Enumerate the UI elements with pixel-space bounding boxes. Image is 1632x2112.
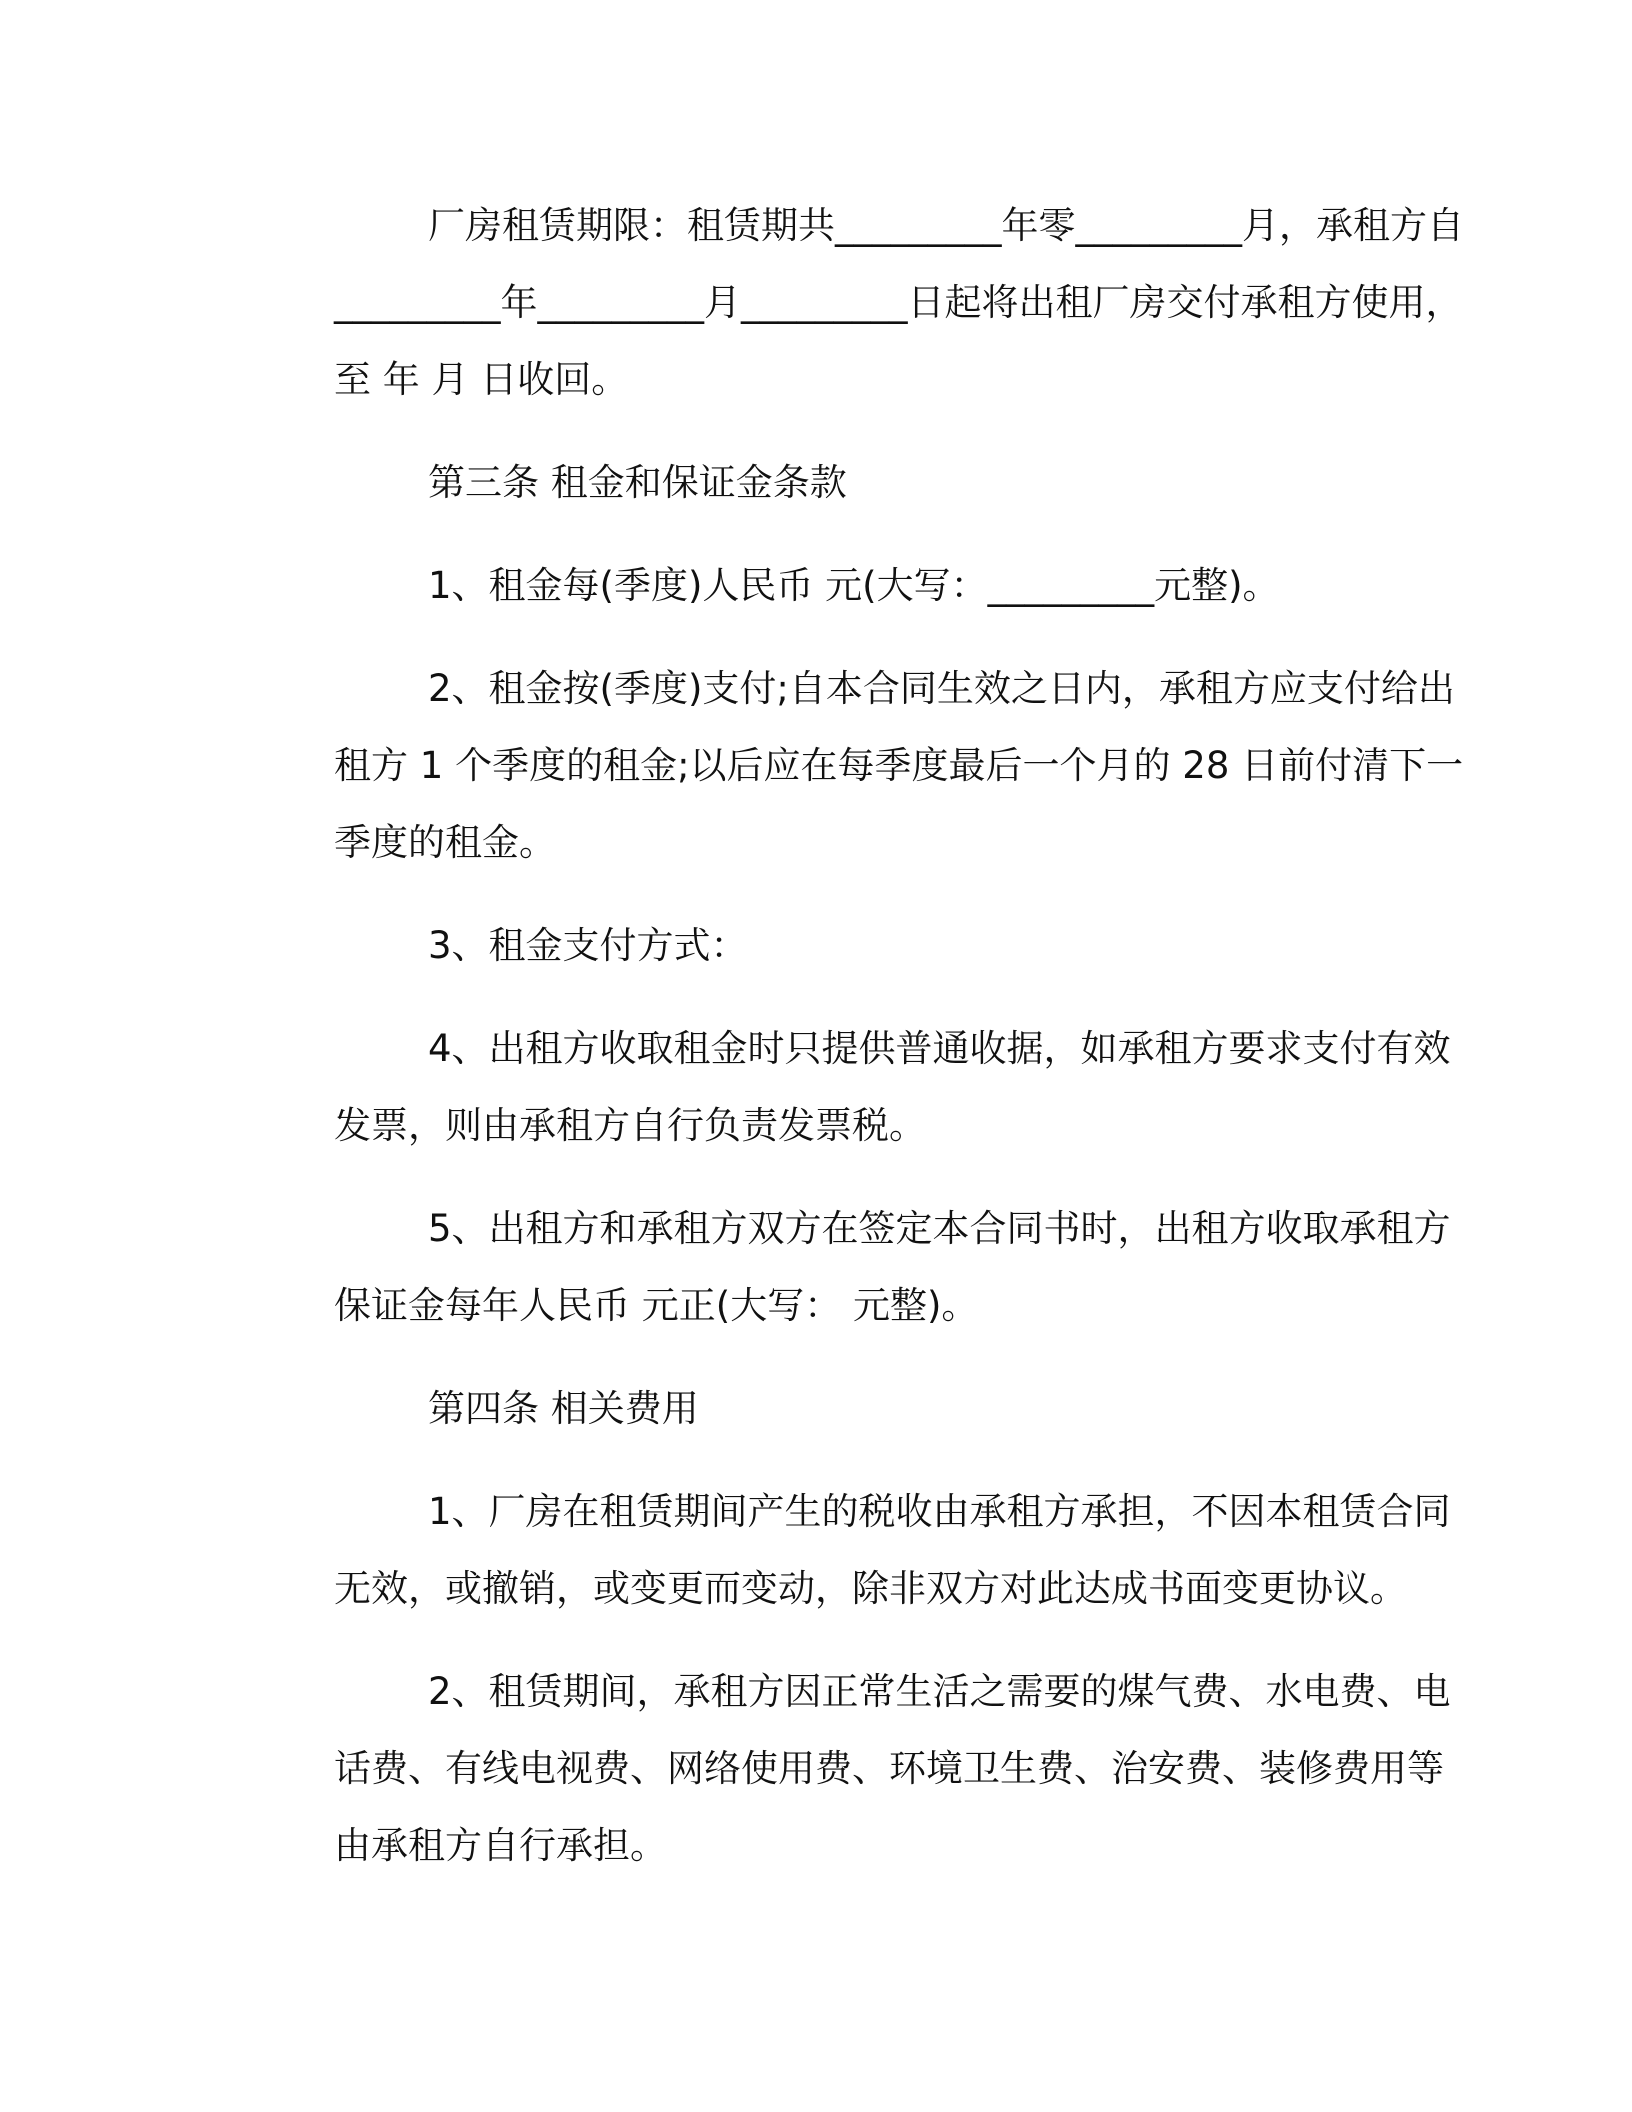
section-heading: 第三条 租金和保证金条款 [428, 461, 847, 504]
text-line: 2、租金按(季度)支付;自本合同生效之日内，承租方应支付给出 [428, 667, 1455, 710]
section-heading: 第四条 相关费用 [428, 1387, 699, 1430]
text-line: 季度的租金。 [334, 821, 556, 864]
text-line: 2、租赁期间，承租方因正常生活之需要的煤气费、水电费、电 [428, 1670, 1451, 1713]
rent-amount-clause [240, 547, 1380, 624]
text-line: 话费、有线电视费、网络使用费、环境卫生费、治安费、装修费用等 [334, 1747, 1444, 1790]
text-line: 租方 1 个季度的租金;以后应在每季度最后一个月的 28 日前付清下一 [334, 744, 1464, 787]
text-line: 3、租金支付方式： [428, 924, 748, 967]
text-line: 保证金每年人民币 元正(大写： 元整)。 [334, 1284, 979, 1327]
lease-term-paragraph [240, 187, 1464, 418]
text-line: 5、出租方和承租方双方在签定本合同书时，出租方收取承租方 [428, 1207, 1451, 1250]
text-line: 1、厂房在租赁期间产生的税收由承租方承担，不因本租赁合同 [428, 1490, 1451, 1533]
article-3-heading [240, 444, 1380, 521]
article-4-heading [240, 1370, 1380, 1447]
text-line: 至 年 月 日收回。 [334, 358, 629, 401]
text-line: _________年_________月_________日起将出租厂房交付承租方使用， [334, 281, 1463, 324]
tax-clause [240, 1473, 1451, 1627]
utilities-clause [240, 1653, 1451, 1884]
text-line: 发票，则由承租方自行负责发票税。 [334, 1104, 926, 1147]
text-line: 1、租金每(季度)人民币 元(大写：_________元整)。 [428, 564, 1280, 607]
receipt-invoice-clause [240, 1010, 1451, 1164]
document-body [240, 187, 1464, 1910]
text-line: 厂房租赁期限：租赁期共_________年零_________月，承租方自 [428, 204, 1464, 247]
text-line: 由承租方自行承担。 [334, 1824, 667, 1867]
text-line: 无效，或撤销，或变更而变动，除非双方对此达成书面变更协议。 [334, 1567, 1407, 1610]
deposit-clause [240, 1190, 1451, 1344]
text-line: 4、出租方收取租金时只提供普通收据，如承租方要求支付有效 [428, 1027, 1451, 1070]
rent-payment-method-clause [240, 907, 1380, 984]
rent-payment-schedule-clause [240, 650, 1464, 881]
